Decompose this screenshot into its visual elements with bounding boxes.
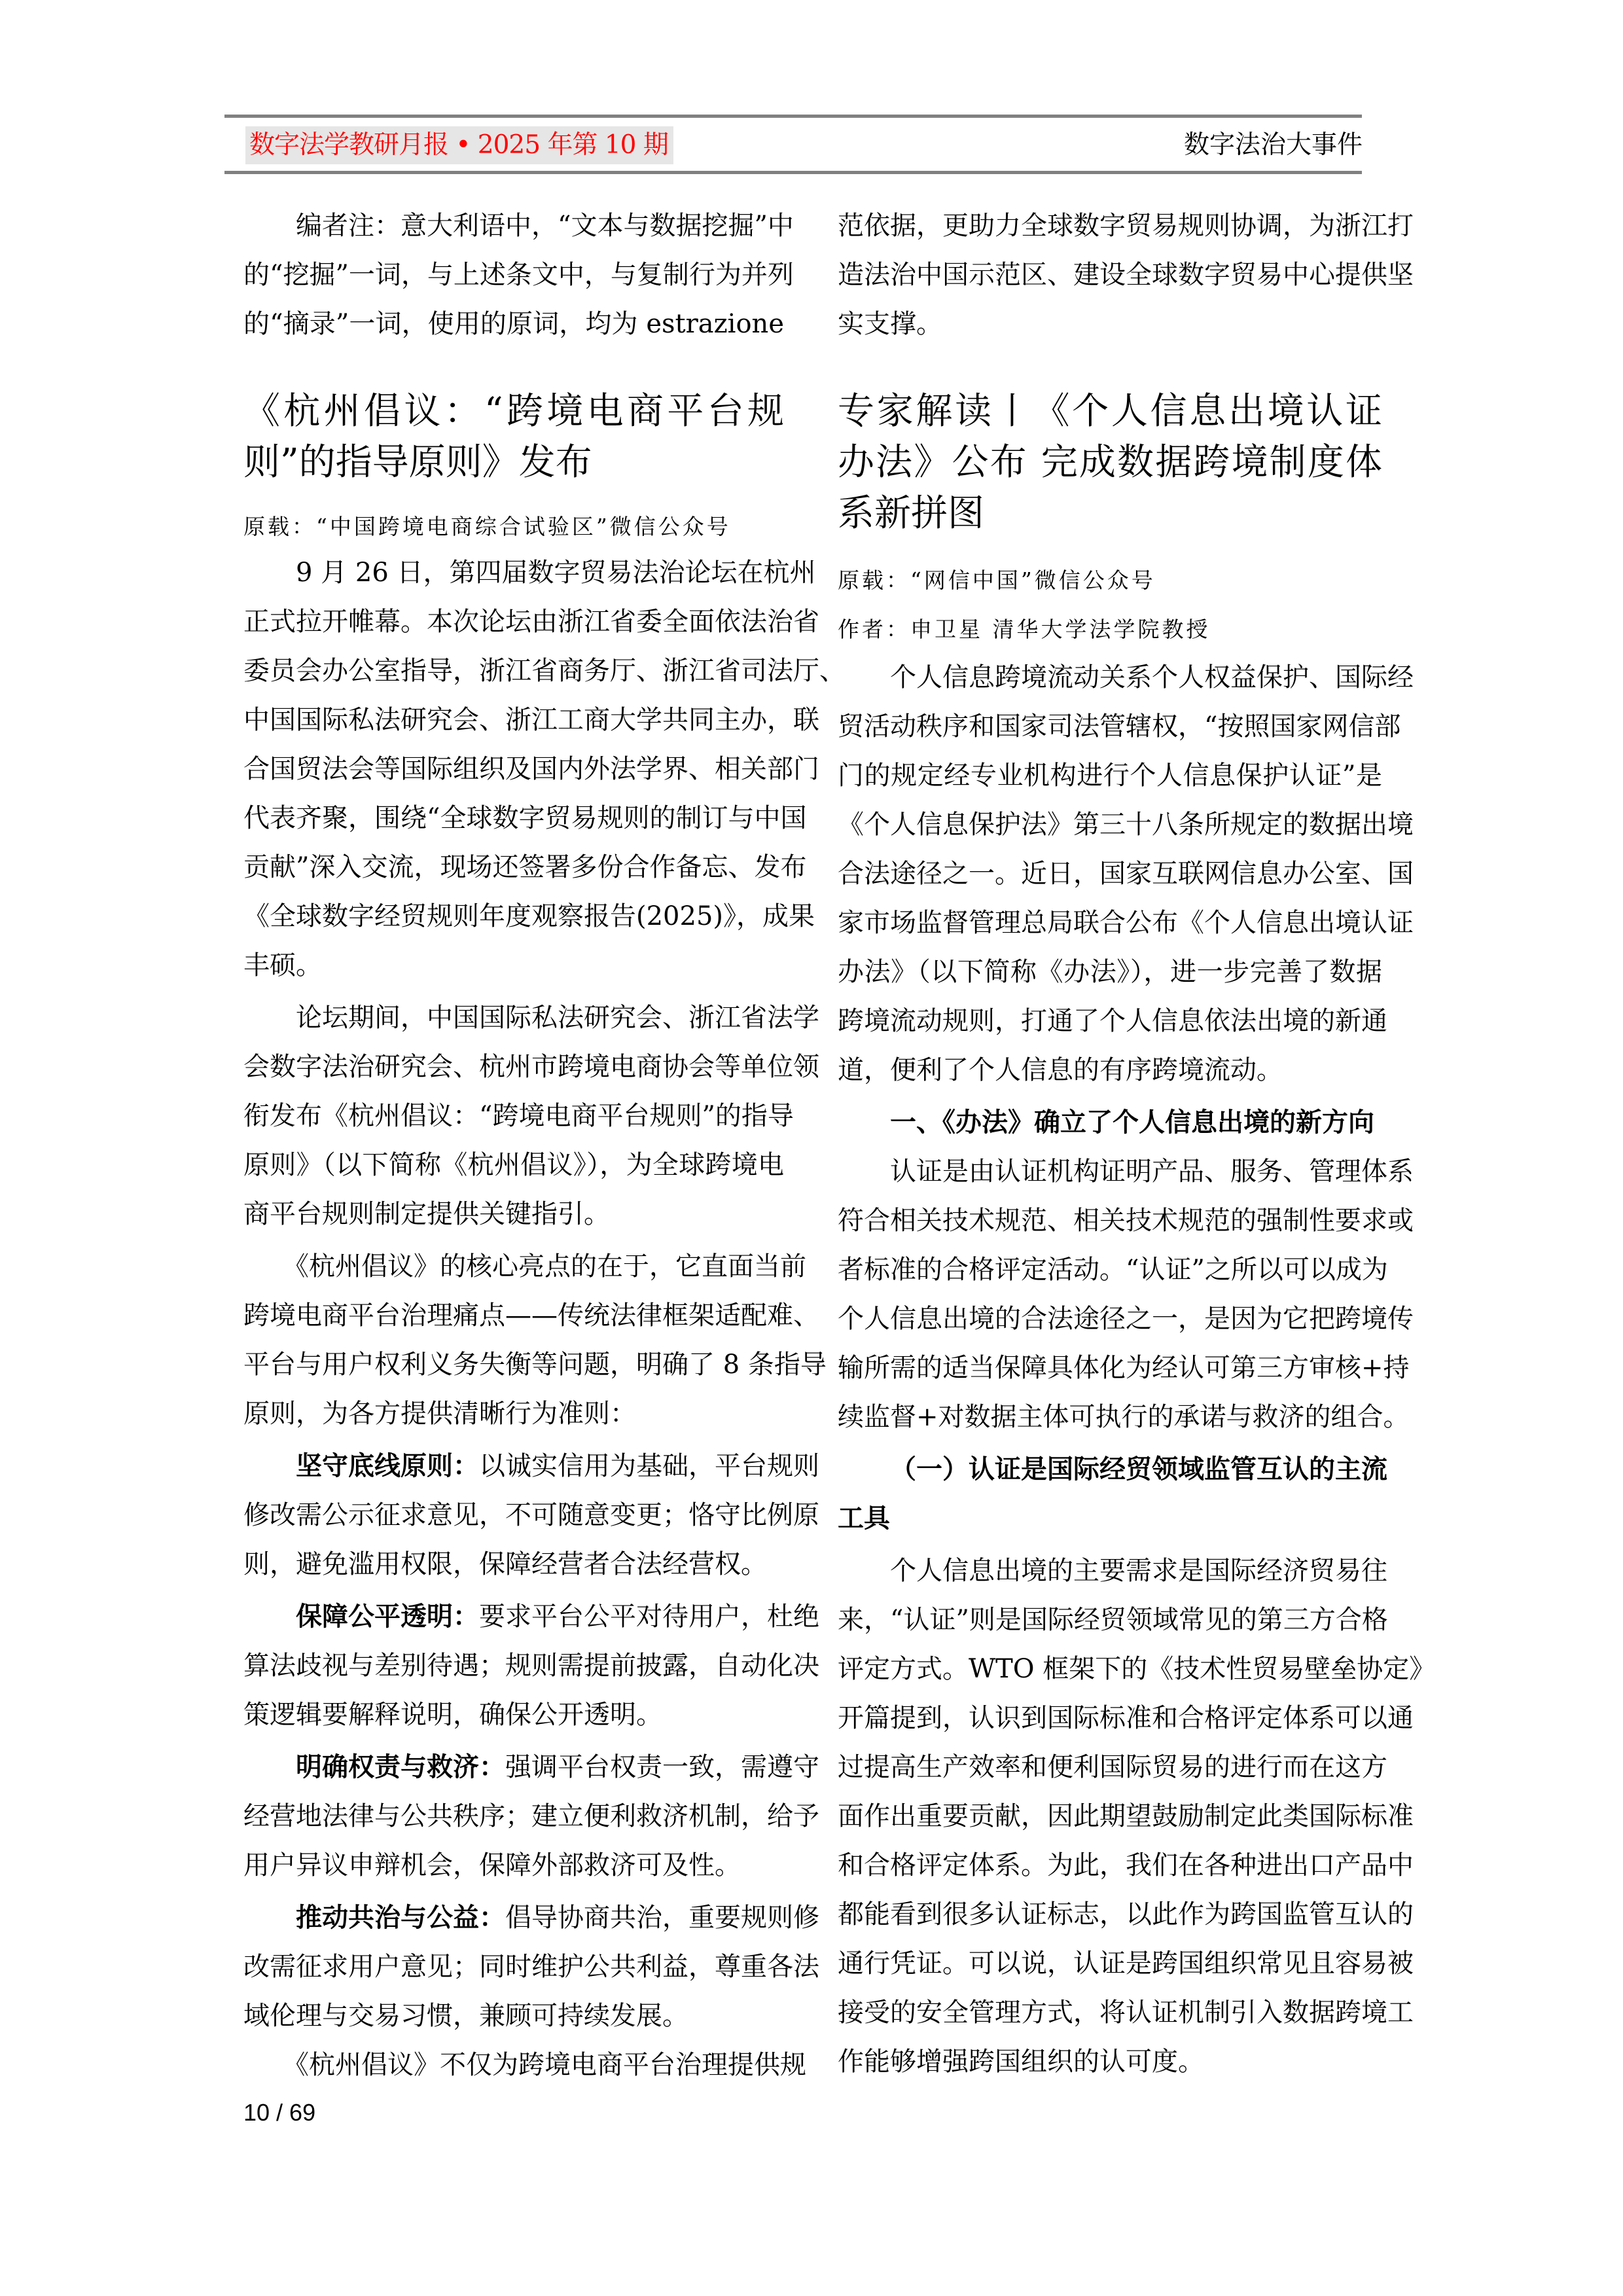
article-source: 原载：“网信中国”微信公众号 [838,567,1156,593]
body-line: 经营地法律与公共秩序；建立便利救济机制，给予 [243,1801,819,1831]
article-source: 原载：“中国跨境电商综合试验区”微信公众号 [243,514,731,539]
body-line: 改需征求用户意见；同时维护公共利益，尊重各法 [243,1952,819,1982]
body-line: 衔发布《杭州倡议：“跨境电商平台规则”的指导 [243,1101,794,1131]
principle-text: 要求平台公平对待用户，杜绝 [479,1602,819,1632]
principle-first-line [243,1446,819,1486]
body-line: 评定方式。WTO 框架下的《技术性贸易壁垒协定》 [838,1654,1436,1684]
body-line: 中国国际私法研究会、浙江工商大学共同主办，联 [243,705,819,735]
body-line: 丰硕。 [243,950,322,980]
body-line: 用户异议申辩机会，保障外部救济可及性。 [243,1850,741,1880]
body-line: 跨境电商平台治理痛点——传统法律框架适配难、 [243,1300,819,1331]
article-title-line: 专家解读丨《个人信息出境认证 [838,390,1382,433]
principle-label: 明确权责与救济： [296,1751,505,1782]
body-line: 续监督+对数据主体可执行的承诺与救济的组合。 [838,1402,1410,1432]
principle-label: 坚守底线原则： [296,1450,479,1481]
principle-label: 保障公平透明： [296,1601,479,1632]
principle-text: 以诚实信用为基础，平台规则 [479,1451,819,1481]
body-line: 办法》（以下简称《办法》），进一步完善了数据 [838,957,1382,987]
body-line: 合国贸法会等国际组织及国内外法学界、相关部门 [243,754,819,784]
body-line: 《杭州倡议》的核心亮点的在于，它直面当前 [283,1251,806,1282]
principle-label: 推动共治与公益： [296,1902,505,1933]
body-line: 算法歧视与差别待遇；规则需提前披露，自动化决 [243,1651,819,1681]
body-line: 策逻辑要解释说明，确保公开透明。 [243,1700,662,1730]
body-line: 个人信息出境的合法途径之一，是因为它把跨境传 [838,1304,1414,1334]
page-number: 10 / 69 [243,2099,316,2126]
article-title-line: 则”的指导原则》发布 [243,441,592,484]
body-line: 商平台规则制定提供关键指引。 [243,1199,610,1229]
body-line: 作能够增强跨国组织的认可度。 [838,2047,1204,2077]
body-line: 和合格评定体系。为此，我们在各种进出口产品中 [838,1850,1414,1880]
body-line: 家市场监督管理总局联合公布《个人信息出境认证 [838,908,1414,938]
body-line: 范依据，更助力全球数字贸易规则协调，为浙江打 [838,211,1414,241]
principle-first-line [243,1597,819,1636]
article-author: 作者：申卫星 清华大学法学院教授 [838,617,1211,642]
body-line: 平台与用户权利义务失衡等问题，明确了 8 条指导 [243,1350,827,1380]
body-line: 正式拉开帷幕。本次论坛由浙江省委全面依法治省 [243,607,819,637]
body-line: 门的规定经专业机构进行个人信息保护认证”是 [838,761,1382,791]
body-line: 则，避免滥用权限，保障经营者合法经营权。 [243,1549,767,1579]
body-line: 《个人信息保护法》第三十八条所规定的数据出境 [838,810,1414,840]
body-line: 实支撑。 [838,309,942,339]
publication-title: 数字法学教研月报 • 2025 年第 10 期 [245,126,673,164]
body-line: 面作出重要贡献，因此期望鼓励制定此类国际标准 [838,1801,1414,1831]
body-line: 代表齐聚，围绕“全球数字贸易规则的制订与中国 [243,803,807,833]
body-line: 域伦理与交易习惯，兼顾可持续发展。 [243,2001,688,2031]
body-line: 原则》（以下简称《杭州倡议》），为全球跨境电 [243,1150,784,1180]
editor-note-line: 的“挖掘”一词，与上述条文中，与复制行为并列 [243,260,794,290]
body-line: 通行凭证。可以说，认证是跨国组织常见且容易被 [838,1948,1414,1979]
body-line: 论坛期间，中国国际私法研究会、浙江省法学 [296,1003,819,1033]
header-top-rule [224,115,1362,118]
body-line: 接受的安全管理方式，将认证机制引入数据跨境工 [838,1998,1414,2028]
body-line: 贸活动秩序和国家司法管辖权，“按照国家网信部 [838,711,1401,742]
body-line: 贡献”深入交流，现场还签署多份合作备忘、发布 [243,852,807,882]
body-line: 造法治中国示范区、建设全球数字贸易中心提供坚 [838,260,1414,290]
body-line: 合法途径之一。近日，国家互联网信息办公室、国 [838,859,1414,889]
section-title: 数字法治大事件 [1183,130,1363,160]
body-line: 道，便利了个人信息的有序跨境流动。 [838,1055,1283,1085]
body-line: 来，“认证”则是国际经贸领域常见的第三方合格 [838,1605,1388,1635]
header-bottom-rule [224,171,1362,174]
body-line: 开篇提到，认识到国际标准和合格评定体系可以通 [838,1703,1414,1733]
body-line: 修改需公示征求意见，不可随意变更；恪守比例原 [243,1500,819,1530]
subsection-heading: 工具 [838,1503,890,1534]
article-title-line: 《杭州倡议：“跨境电商平台规 [243,390,784,433]
principle-text: 倡导协商共治，重要规则修 [505,1903,819,1933]
section-heading: 一、《办法》确立了个人信息出境的新方向 [890,1107,1374,1138]
body-line: 符合相关技术规范、相关技术规范的强制性要求或 [838,1206,1414,1236]
body-line: 输所需的适当保障具体化为经认可第三方审核+持 [838,1353,1410,1383]
body-line: 个人信息跨境流动关系个人权益保护、国际经 [890,662,1414,692]
body-line: 者标准的合格评定活动。“认证”之所以可以成为 [838,1255,1388,1285]
body-line: 跨境流动规则，打通了个人信息依法出境的新通 [838,1006,1387,1036]
editor-note-line: 的“摘录”一词，使用的原词，均为 estrazione [243,309,784,339]
body-line: 会数字法治研究会、杭州市跨境电商协会等单位领 [243,1052,819,1082]
body-line: 过提高生产效率和便利国际贸易的进行而在这方 [838,1752,1387,1782]
article-title-line: 系新拼图 [838,492,984,535]
body-line: 都能看到很多认证标志，以此作为跨国监管互认的 [838,1899,1414,1929]
subsection-heading: （一）认证是国际经贸领域监管互认的主流 [890,1454,1387,1484]
editor-note-line: 编者注：意大利语中，“文本与数据挖掘”中 [296,211,794,241]
principle-text: 强调平台权责一致，需遵守 [505,1752,819,1782]
body-line: 个人信息出境的主要需求是国际经济贸易往 [890,1556,1387,1586]
principle-first-line [243,1898,819,1937]
body-line: 9 月 26 日，第四届数字贸易法治论坛在杭州 [296,558,816,588]
body-line: 《杭州倡议》不仅为跨境电商平台治理提供规 [283,2050,806,2080]
body-line: 原则，为各方提供清晰行为准则： [243,1399,636,1429]
body-line: 认证是由认证机构证明产品、服务、管理体系 [890,1157,1414,1187]
principle-first-line [243,1748,819,1787]
body-line: 委员会办公室指导，浙江省商务厅、浙江省司法厅、 [243,656,846,686]
body-line: 《全球数字经贸规则年度观察报告(2025)》，成果 [243,901,815,931]
article-title-line: 办法》公布 完成数据跨境制度体 [838,441,1382,484]
